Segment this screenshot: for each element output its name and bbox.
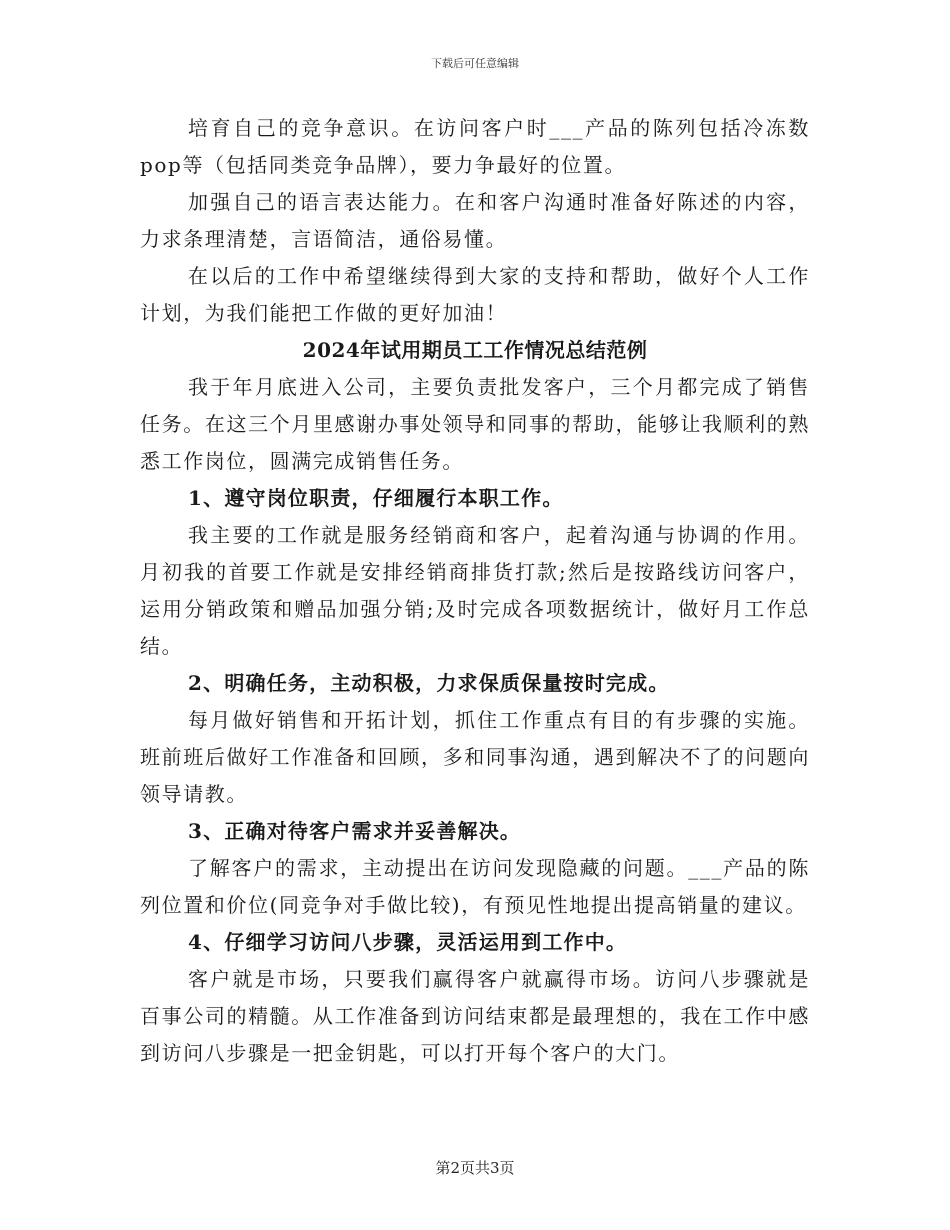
section-body: 客户就是市场，只要我们赢得客户就赢得市场。访问八步骤就是百事公司的精髓。从工作准备到访问结束都是最理想的，我在工作中感到访问八步骤是一把金钥匙，可以打开每个客户的大门。: [140, 967, 810, 1065]
page-number: 第2页共3页: [435, 1159, 515, 1177]
paragraph: 在以后的工作中希望继续得到大家的支持和帮助，做好个人工作计划，为我们能把工作做的更好加油！: [140, 264, 810, 325]
section-heading: 2、明确任务，主动积极，力求保质保量按时完成。: [188, 671, 670, 695]
intro-paragraph: 我于年月底进入公司，主要负责批发客户，三个月都完成了销售任务。在这三个月里感谢办事处领导和同事的帮助，能够让我顺利的熟悉工作岗位，圆满完成销售任务。: [140, 375, 810, 473]
paragraph: 培育自己的竞争意识。在访问客户时___产品的陈列包括冷冻数pop等（包括同类竞争品牌），要力争最好的位置。: [140, 116, 810, 177]
document-title: 2024年试用期员工工作情况总结范例: [302, 338, 648, 362]
section-heading: 4、仔细学习访问八步骤，灵活运用到工作中。: [188, 930, 628, 954]
document-body: [140, 110, 810, 1072]
page-header: 下载后可任意编辑: [431, 57, 519, 70]
section-body: 我主要的工作就是服务经销商和客户，起着沟通与协调的作用。月初我的首要工作就是安排经销商排货打款;然后是按路线访问客户，运用分销政策和赠品加强分销;及时完成各项数据统计，做好月工作总结。: [140, 523, 810, 658]
section-body: 每月做好销售和开拓计划，抓住工作重点有目的有步骤的实施。班前班后做好工作准备和回顾，多和同事沟通，遇到解决不了的问题向领导请教。: [140, 708, 810, 806]
section-heading: 1、遵守岗位职责，仔细履行本职工作。: [188, 486, 564, 510]
section-body: 了解客户的需求，主动提出在访问发现隐藏的问题。___产品的陈列位置和价位(同竞争对手做比较)，有预见性地提出提高销量的建议。: [140, 856, 810, 917]
section-heading: 3、正确对待客户需求并妥善解决。: [188, 819, 522, 843]
paragraph: 加强自己的语言表达能力。在和客户沟通时准备好陈述的内容，力求条理清楚，言语简洁，通俗易懂。: [140, 190, 810, 251]
